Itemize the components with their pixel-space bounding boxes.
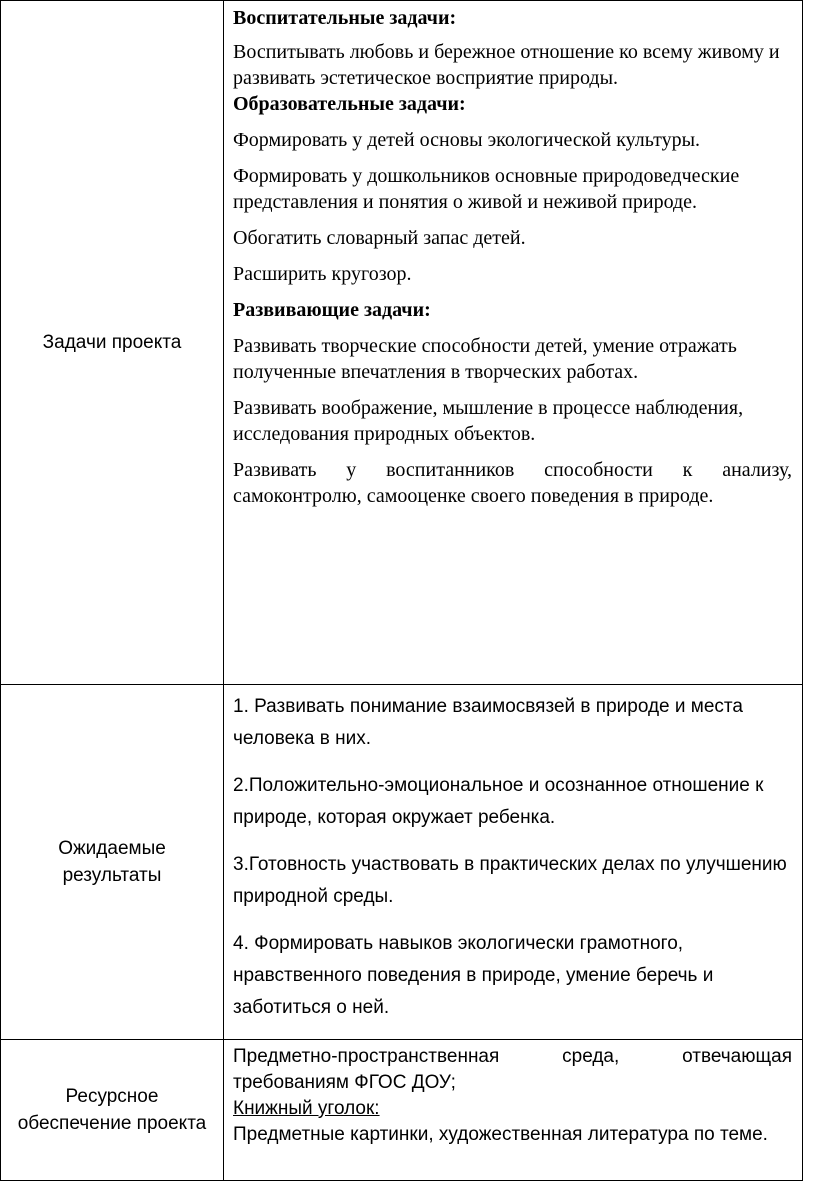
results-cell [224, 685, 803, 1040]
table-row [1, 685, 803, 1040]
row-label: Ресурсное обеспечение проекта [1, 1040, 224, 1181]
table-row [1, 1040, 803, 1181]
resource-item: Предметно-пространственная среда, отвечающая требованиям ФГОС ДОУ; [233, 1046, 792, 1093]
section-heading: Развивающие задачи: [233, 299, 431, 321]
resource-heading: Книжный уголок: [233, 1098, 380, 1119]
resources-cell [224, 1040, 803, 1181]
result-item: 2.Положительно-эмоциональное и осознанное отношение к природе, которая окружает ребенка. [233, 775, 764, 828]
result-item: 4. Формировать навыков экологически грамотного, нравственного поведения в природе, умение беречь и заботиться о ней. [233, 933, 714, 1018]
result-item: 3.Готовность участвовать в практических делах по улучшению природной среды. [233, 854, 787, 907]
section-heading: Образовательные задачи: [233, 93, 466, 115]
resource-item: Предметные картинки, художественная литература по теме. [233, 1124, 768, 1145]
tasks-cell [224, 1, 803, 685]
task-item: Формировать у дошкольников основные природоведческие представления и понятия о живой и неживой природе. [233, 165, 740, 213]
task-item: Обогатить словарный запас детей. [233, 227, 526, 249]
task-item: Воспитывать любовь и бережное отношение ко всему живому и развивать эстетическое восприятие природы. [233, 41, 780, 89]
section-heading: Воспитательные задачи: [233, 7, 457, 29]
task-item: Расширить кругозор. [233, 263, 412, 285]
table-row [1, 1, 803, 685]
task-item: Развивать воображение, мышление в процессе наблюдения, исследования природных объектов. [233, 397, 744, 445]
row-label: Ожидаемые результаты [1, 685, 224, 1040]
task-item: Формировать у детей основы экологической культуры. [233, 129, 701, 151]
result-item: 1. Развивать понимание взаимосвязей в природе и места человека в них. [233, 696, 743, 749]
task-item: Развивать творческие способности детей, умение отражать полученные впечатления в творческих работах. [233, 335, 737, 383]
row-label: Задачи проекта [1, 1, 224, 685]
task-item: Развивать у воспитанников способности к анализу, самоконтролю, самооценке своего поведения в природе. [233, 459, 792, 507]
